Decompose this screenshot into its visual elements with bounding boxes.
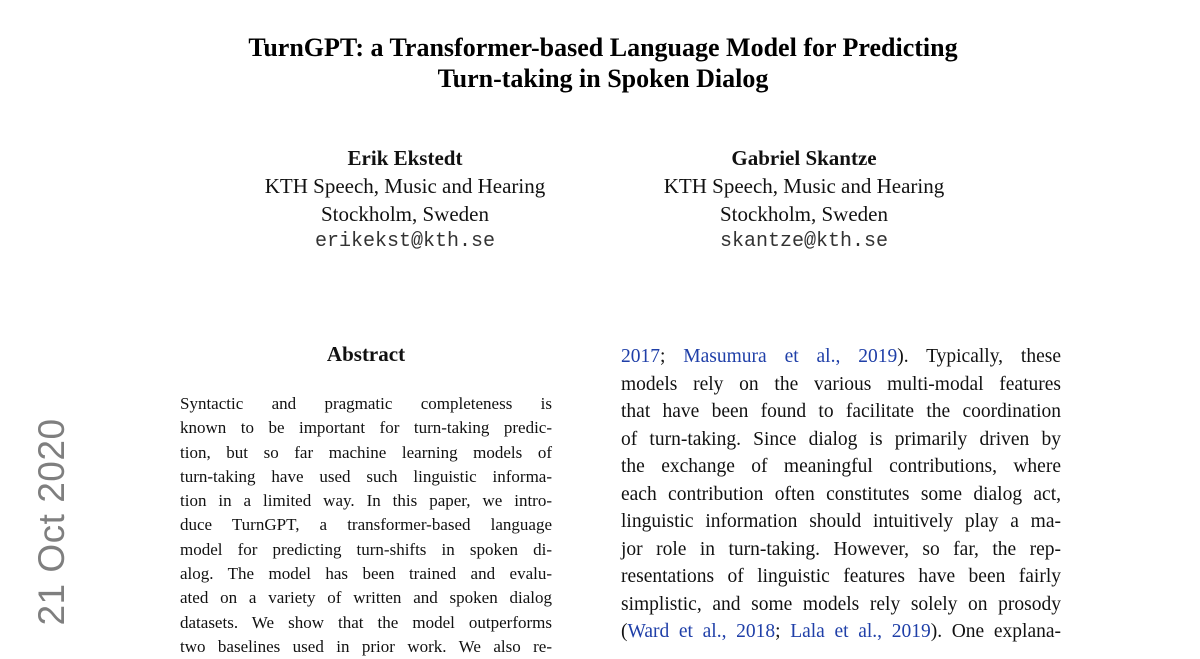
body-text: ). Typically, these xyxy=(897,346,1061,367)
body-line: jor role in turn-taking. However, so far, the rep- xyxy=(621,538,1061,560)
abstract-line: tion, but so far machine learning models of xyxy=(180,442,552,462)
citation-link[interactable]: Ward et al., 2018 xyxy=(627,621,776,642)
body-line: that have been found to facilitate the coordination xyxy=(621,401,1061,422)
citation-link[interactable]: Masumura et al., 2019 xyxy=(683,346,898,367)
body-line: of turn-taking. Since dialog is primarily driven by xyxy=(621,428,1061,450)
body-line: resentations of linguistic features have been fairly xyxy=(621,566,1061,587)
author-affiliation: KTH Speech, Music and Hearing xyxy=(663,174,945,198)
body-line: models rely on the various multi-modal features xyxy=(621,373,1061,395)
author-name: Gabriel Skantze xyxy=(731,146,877,170)
author-affiliation: KTH Speech, Music and Hearing xyxy=(264,174,546,198)
body-text: ( xyxy=(621,621,628,642)
body-text-column xyxy=(621,343,1061,646)
author-location: Stockholm, Sweden xyxy=(321,202,489,226)
abstract-line: known to be important for turn-taking predic- xyxy=(180,418,552,438)
title-line: Turn-taking in Spoken Dialog xyxy=(437,64,769,93)
citation-link[interactable]: 2017 xyxy=(621,346,660,367)
author-name: Erik Ekstedt xyxy=(347,146,463,170)
abstract-line: turn-taking have used such linguistic informa- xyxy=(180,466,552,486)
author-block xyxy=(195,144,615,256)
author-email: skantze@kth.se xyxy=(719,230,889,253)
paper-title xyxy=(0,32,1200,94)
body-line: the exchange of meaningful contributions, where xyxy=(621,456,1061,477)
abstract-heading: Abstract xyxy=(326,342,406,366)
citation-separator: ; xyxy=(660,346,684,367)
abstract-line: duce TurnGPT, a transformer-based language xyxy=(180,515,552,535)
arxiv-date-stamp: 21 Oct 2020 xyxy=(31,418,72,626)
abstract-line: tion in a limited way. In this paper, we intro- xyxy=(180,491,552,511)
abstract-line: ated on a variety of written and spoken dialog xyxy=(180,588,552,608)
abstract-line: Syntactic and pragmatic completeness is xyxy=(180,394,552,413)
abstract-line: datasets. We show that the model outperforms xyxy=(180,612,552,632)
citation-separator: ; xyxy=(775,621,791,642)
citation-link[interactable]: Lala et al., 2019 xyxy=(790,621,931,642)
title-line: TurnGPT: a Transformer-based Language Model for Predicting xyxy=(248,33,958,62)
abstract-line: alog. The model has been trained and evalu- xyxy=(180,564,552,584)
abstract-body xyxy=(180,392,552,659)
body-line xyxy=(621,618,1061,646)
body-line xyxy=(621,343,1061,371)
author-location: Stockholm, Sweden xyxy=(720,202,888,226)
body-line: each contribution often constitutes some dialog act, xyxy=(621,483,1061,505)
abstract-line: model for predicting turn-shifts in spoken di- xyxy=(180,539,552,559)
abstract-line: two baselines used in prior work. We also re- xyxy=(180,636,552,656)
author-block xyxy=(594,144,1014,256)
body-line: linguistic information should intuitively play a ma- xyxy=(621,511,1061,532)
author-email: erikekst@kth.se xyxy=(314,230,496,253)
body-line: simplistic, and some models rely solely on prosody xyxy=(621,593,1061,615)
body-text: ). One explana- xyxy=(930,621,1061,642)
